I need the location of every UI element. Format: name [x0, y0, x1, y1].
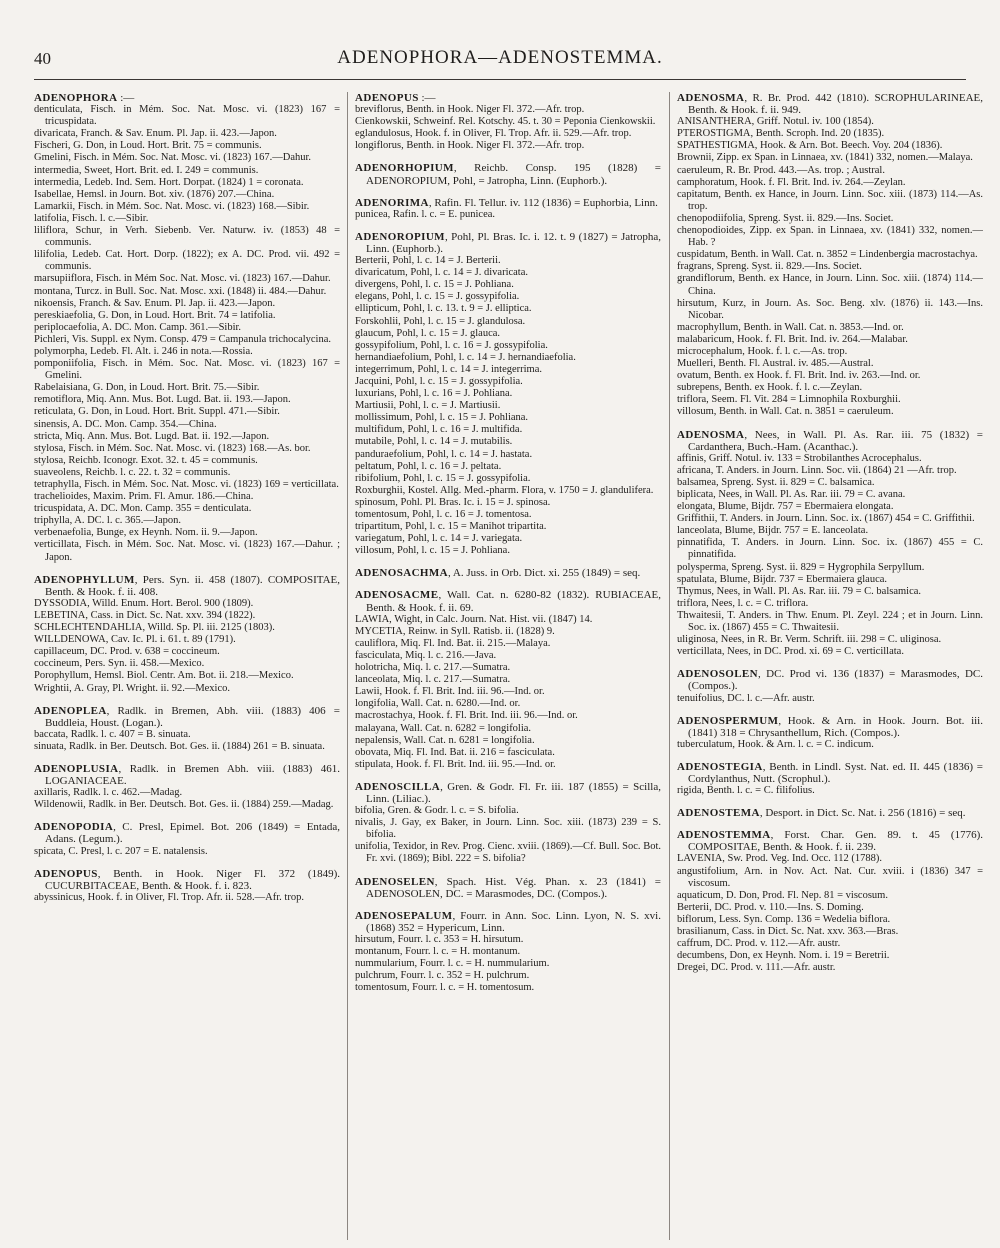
species-entry: Griffithii, T. Anders. in Journ. Linn. Soc. ix. (1867) 454 = C. Griffithii.	[677, 513, 975, 525]
species-entry: camphoratum, Hook. f. Fl. Brit. Ind. iv. 264.—Zeylan.	[677, 176, 906, 188]
genus-name: ADENOPUS	[34, 867, 98, 880]
species-entry: malabaricum, Hook. f. Fl. Brit. Ind. iv. 264.—Malabar.	[677, 333, 908, 345]
header-rule	[34, 79, 966, 80]
species-entry: nepalensis, Wall. Cat. n. 6281 = longifolia.	[355, 734, 535, 746]
genus-section	[355, 92, 661, 152]
species-entry: capitatum, Benth. ex Hance, in Journ. Linn. Soc. xiii. (1873) 114.—As. trop.	[677, 188, 983, 212]
species-entry: Gmelini, Fisch. in Mém. Soc. Nat. Mosc. vi. (1823) 167.—Dahur.	[34, 152, 312, 164]
species-entry: hernandiaefolium, Pohl, l. c. 14 = J. hernandiaefolia.	[355, 351, 576, 363]
species-entry: chenopodioides, Zipp. ex Span. in Linnaea, xv. (1841) 332, nomen.—Hab. ?	[677, 225, 983, 249]
species-entry: triphylla, A. DC. l. c. 365.—Japon.	[34, 515, 181, 527]
running-title: ADENOPHORA—ADENOSTEMMA.	[337, 47, 663, 68]
species-entry: ribifolium, Pohl, l. c. 15 = J. gossypifolia.	[355, 472, 531, 484]
genus-heading: ADENOSTEMA, Desport. in Dict. Sc. Nat. i. 256 (1816) = seq.	[677, 807, 966, 820]
genus-name: ADENOSACHMA	[355, 567, 449, 580]
genus-section	[355, 162, 661, 186]
genus-heading: ADENOPHYLLUM, Pers. Syn. ii. 458 (1807). COMPOSITAE, Benth. & Hook. f. ii. 408.	[34, 573, 340, 598]
species-entry: ellipticum, Pohl, l. c. 13. t. 9 = J. elliptica.	[355, 303, 532, 315]
genus-name: ADENOSTEGIA	[677, 760, 763, 773]
genus-name: ADENOSELEN	[355, 875, 435, 888]
species-entry: reticulata, G. Don, in Loud. Hort. Brit. Suppl. 471.—Sibir.	[34, 406, 280, 418]
species-entry: denticulata, Fisch. in Mém. Soc. Nat. Mosc. vi. (1823) 167 = tricuspidata.	[34, 104, 340, 128]
genus-heading: ADENOSCILLA, Gren. & Godr. Fl. Fr. iii. 187 (1855) = Scilla, Linn. (Liliac.).	[355, 780, 661, 805]
genus-name: ADENOPHORA	[34, 92, 118, 104]
species-entry: biplicata, Nees, in Wall. Pl. As. Rar. iii. 79 = C. avana.	[677, 489, 906, 500]
species-entry: stipulata, Hook. f. Fl. Brit. Ind. iii. 95.—Ind. or.	[355, 758, 556, 770]
species-entry: SPATHESTIGMA, Hook. & Arn. Bot. Beech. Voy. 204 (1836).	[677, 140, 943, 152]
species-entry: SCHLECHTENDAHLIA, Willd. Sp. Pl. iii. 2125 (1803).	[34, 622, 275, 634]
genus-heading: ADENOSMA, R. Br. Prod. 442 (1810). SCROPHULARINEAE, Benth. & Hook. f. ii. 949.	[677, 92, 983, 117]
species-entry: nummularium, Fourr. l. c. = H. nummularium.	[355, 958, 550, 970]
species-entry: chenopodiifolia, Spreng. Syst. ii. 829.—Ins. Societ.	[677, 212, 894, 224]
genus-heading: ADENOSOLEN, DC. Prod vi. 136 (1837) = Marasmodes, DC. (Compos.).	[677, 668, 983, 693]
species-entry: caffrum, DC. Prod. v. 112.—Afr. austr.	[677, 938, 841, 950]
species-entry: verbenaefolia, Bunge, ex Heynh. Nom. ii. 9.—Japon.	[34, 527, 258, 539]
species-entry: villosum, Benth. in Wall. Cat. n. 3851 = caeruleum.	[677, 406, 894, 418]
species-entry: pomponiifolia, Fisch. in Mém. Soc. Nat. Mosc. vi. (1823) 167 = Gmelini.	[34, 358, 340, 382]
genus-name: ADENOSTEMMA	[677, 829, 771, 842]
species-entry: LAWIA, Wight, in Calc. Journ. Nat. Hist. vii. (1847) 14.	[355, 613, 593, 625]
species-entry: subrepens, Benth. ex Hook. f. l. c.—Zeylan.	[677, 382, 863, 394]
species-entry: tenuifolius, DC. l. c.—Afr. austr.	[677, 692, 815, 704]
genus-heading: ADENOSACHMA, A. Juss. in Orb. Dict. xi. 255 (1849) = seq.	[355, 567, 641, 580]
genus-section	[677, 92, 983, 419]
genus-heading: ADENOSELEN, Spach. Hist. Vég. Phan. x. 23 (1841) = ADENOSOLEN, DC. = Marasmodes, DC. (Compos.).	[355, 875, 661, 900]
species-entry: capillaceum, DC. Prod. v. 638 = coccineum.	[34, 646, 220, 658]
species-entry: grandiflorum, Benth. ex Hance, in Journ. Linn. Soc. xiii. (1874) 114.—China.	[677, 273, 983, 297]
species-entry: lanceolata, Blume, Bijdr. 757 = E. lanceolata.	[677, 525, 869, 537]
species-entry: rigida, Benth. l. c. = C. filifolius.	[677, 785, 815, 797]
genus-section	[355, 589, 661, 770]
species-entry: polymorpha, Ledeb. Fl. Alt. i. 246 in nota.—Rossia.	[34, 345, 253, 357]
text-columns	[34, 92, 983, 1240]
species-entry: mutabile, Pohl, l. c. 14 = J. mutabilis.	[355, 436, 513, 448]
species-entry: angustifolium, Arn. in Nov. Act. Nat. Cur. xviii. i (1836) 347 = viscosum.	[677, 865, 983, 889]
species-entry: stylosa, Reichb. Iconogr. Exot. 32. t. 45 = communis.	[34, 454, 258, 466]
species-entry: PTEROSTIGMA, Benth. Scroph. Ind. 20 (1835).	[677, 128, 885, 140]
species-entry: tuberculatum, Hook. & Arn. l. c. = C. indicum.	[677, 738, 874, 750]
species-entry: trachelioides, Maxim. Prim. Fl. Amur. 186.—China.	[34, 491, 254, 503]
genus-name: ADENOSMA	[677, 428, 745, 441]
genus-name: ADENOSTEMA	[677, 807, 760, 820]
species-entry: breviflorus, Benth. in Hook. Niger Fl. 372.—Afr. trop.	[355, 104, 585, 116]
species-entry: tricuspidata, A. DC. Mon. Camp. 355 = denticulata.	[34, 503, 252, 515]
genus-section	[677, 668, 983, 704]
species-entry: LAVENIA, Sw. Prod. Veg. Ind. Occ. 112 (1788).	[677, 853, 883, 865]
species-entry: Roxburghii, Kostel. Allg. Med.-pharm. Flora, v. 1750 = J. glandulifera.	[355, 484, 654, 496]
species-entry: africana, T. Anders. in Journ. Linn. Soc. vii. (1864) 21 —Afr. trop.	[677, 464, 957, 476]
species-entry: Rabelaisiana, G. Don, in Loud. Hort. Brit. 75.—Sibir.	[34, 382, 260, 394]
column-3	[677, 92, 983, 1240]
species-entry: cauliflora, Miq. Fl. Ind. Bat. ii. 215.—Malaya.	[355, 637, 551, 649]
species-entry: panduraefolium, Pohl, l. c. 14 = J. hastata.	[355, 448, 533, 460]
species-entry: fasciculata, Miq. l. c. 216.—Java.	[355, 649, 497, 661]
species-entry: DYSSODIA, Willd. Enum. Hort. Berol. 900 (1809).	[34, 597, 254, 609]
species-entry: pereskiaefolia, G. Don, in Loud. Hort. Brit. 74 = latifolia.	[34, 309, 276, 321]
species-entry: bifolia, Gren. & Godr. l. c. = S. bifolia.	[355, 805, 519, 817]
genus-name: ADENOSPERMUM	[677, 714, 779, 727]
species-entry: pulchrum, Fourr. l. c. 352 = H. pulchrum.	[355, 970, 530, 982]
species-entry: WILLDENOWA, Cav. Ic. Pl. i. 61. t. 89 (1791).	[34, 634, 236, 646]
species-entry: elegans, Pohl, l. c. 15 = J. gossypifolia.	[355, 291, 520, 303]
species-entry: divergens, Pohl, l. c. 15 = J. Pohliana.	[355, 279, 514, 291]
genus-heading: ADENOSTEMMA, Forst. Char. Gen. 89. t. 45 (1776). COMPOSITAE, Benth. & Hook. f. ii. 239.	[677, 829, 983, 854]
species-entry: intermedia, Ledeb. Ind. Sem. Hort. Dorpat. (1824) 1 = coronata.	[34, 176, 304, 188]
species-entry: variegatum, Pohl, l. c. 14 = J. variegata.	[355, 533, 523, 545]
species-entry: stylosa, Fisch. in Mém. Soc. Nat. Mosc. vi. (1823) 168.—As. bor.	[34, 442, 311, 454]
genus-name: ADENOSACME	[355, 589, 439, 602]
species-entry: Berterii, Pohl, l. c. 14 = J. Berterii.	[355, 255, 501, 267]
species-entry: divaricatum, Pohl, l. c. 14 = J. divaricata.	[355, 267, 529, 279]
genus-section	[355, 567, 661, 579]
species-entry: spinosum, Pohl. Pl. Bras. Ic. i. 15 = J. spinosa.	[355, 496, 551, 508]
species-entry: eglandulosus, Hook. f. in Oliver, Fl. Trop. Afr. ii. 529.—Afr. trop.	[355, 128, 632, 140]
species-entry: fragrans, Spreng. Syst. ii. 829.—Ins. Societ.	[677, 261, 862, 273]
species-entry: holotricha, Miq. l. c. 217.—Sumatra.	[355, 662, 511, 674]
genus-heading: ADENOSTEGIA, Benth. in Lindl. Syst. Nat. ed. II. 445 (1836) = Cordylanthus, Nutt. (Scrophul.).	[677, 760, 983, 785]
species-entry: Fischeri, G. Don, in Loud. Hort. Brit. 75 = communis.	[34, 140, 262, 152]
species-entry: longiflorus, Benth. in Hook. Niger Fl. 372.—Afr. trop.	[355, 140, 585, 152]
species-entry: polysperma, Spreng. Syst. ii. 829 = Hygrophila Serpyllum.	[677, 561, 925, 573]
species-entry: multifidum, Pohl, l. c. 16 = J. multifida.	[355, 424, 523, 436]
genus-name: ADENORHOPIUM	[355, 162, 454, 175]
genus-section	[677, 761, 983, 797]
species-entry: triflora, Nees, l. c. = C. triflora.	[677, 597, 809, 609]
genus-section	[34, 574, 340, 695]
genus-name: ADENOPODIA	[34, 821, 114, 834]
species-entry: marsupiiflora, Fisch. in Mém Soc. Nat. Mosc. vi. (1823) 167.—Dahur.	[34, 273, 331, 285]
species-entry: periplocaefolia, A. DC. Mon. Camp. 361.—Sibir.	[34, 321, 242, 333]
species-entry: nivalis, J. Gay, ex Baker, in Journ. Linn. Soc. xiii. (1873) 239 = S. bifolia.	[355, 817, 661, 841]
genus-section	[355, 910, 661, 995]
species-entry: uliginosa, Nees, in R. Br. Verm. Schrift. iii. 298 = C. uliginosa.	[677, 634, 942, 646]
species-entry: intermedia, Sweet, Hort. Brit. ed. I. 249 = communis.	[34, 164, 259, 176]
species-entry: Muelleri, Benth. Fl. Austral. iv. 485.—Austral.	[677, 358, 874, 370]
species-entry: balsamea, Spreng. Syst. ii. 829 = C. balsamica.	[677, 476, 875, 488]
genus-name: ADENORIMA	[355, 196, 429, 209]
species-entry: tomentosum, Fourr. l. c. = H. tomentosum.	[355, 982, 535, 994]
genus-heading: ADENOPODIA, C. Presl, Epimel. Bot. 206 (1849) = Entada, Adans. (Legum.).	[34, 821, 340, 846]
genus-section	[677, 715, 983, 751]
species-entry: peltatum, Pohl, l. c. 16 = J. peltata.	[355, 460, 502, 472]
genus-section	[677, 829, 983, 974]
species-entry: caeruleum, R. Br. Prod. 443.—As. trop. ; Austral.	[677, 164, 885, 176]
species-entry: hirsutum, Fourr. l. c. 353 = H. hirsutum.	[355, 933, 524, 945]
species-entry: MYCETIA, Reinw. in Syll. Ratisb. ii. (1828) 9.	[355, 625, 555, 637]
genus-section	[355, 197, 661, 221]
genus-section	[355, 781, 661, 866]
genus-section	[355, 231, 661, 558]
species-entry: divaricata, Franch. & Sav. Enum. Pl. Jap. ii. 423.—Japon.	[34, 128, 277, 140]
species-entry: elongata, Blume, Bijdr. 757 = Ebermaiera elongata.	[677, 501, 894, 513]
species-entry: brasilianum, Cass. in Dict. Sc. Nat. xxv. 363.—Bras.	[677, 926, 899, 937]
species-entry: latifolia, Fisch. l. c.—Sibir.	[34, 212, 149, 224]
species-entry: Porophyllum, Hemsl. Biol. Centr. Am. Bot. ii. 218.—Mexico.	[34, 670, 294, 682]
genus-heading: ADENOPLEA, Radlk. in Bremen, Abh. viii. (1883) 406 = Buddleia, Houst. (Logan.).	[34, 704, 340, 729]
species-entry: gossypifolium, Pohl, l. c. 16 = J. gossypifolia.	[355, 339, 548, 351]
genus-heading: ADENOPUS, Benth. in Hook. Niger Fl. 372 (1849). CUCURBITACEAE, Benth. & Hook. f. i. 823.	[34, 867, 340, 892]
genus-heading: ADENOSMA, Nees, in Wall. Pl. As. Rar. iii. 75 (1832) = Cardanthera, Buch.-Ham. (Acanthac.).	[677, 428, 983, 453]
column-divider	[347, 92, 348, 1240]
species-entry: ovatum, Benth. ex Hook. f. Fl. Brit. Ind. iv. 263.—Ind. or.	[677, 370, 921, 382]
species-entry: Wildenowii, Radlk. in Ber. Deutsch. Bot. Ges. ii. (1884) 259.—Madag.	[34, 799, 334, 811]
species-entry: montana, Turcz. in Bull. Soc. Nat. Mosc. xxi. (1848) ii. 484.—Dahur.	[34, 285, 327, 297]
species-entry: Cienkowskii, Schweinf. Rel. Kotschy. 45. t. 30 = Peponia Cienkowskii.	[355, 116, 656, 128]
species-entry: Lamarkii, Fisch. in Mém. Soc. Nat. Mosc. vi. (1823) 168.—Sibir.	[34, 200, 310, 212]
species-entry: Wrightii, A. Gray, Pl. Wright. ii. 92.—Mexico.	[34, 682, 231, 694]
species-entry: tetraphylla, Fisch. in Mém. Soc. Nat. Mosc. vi. (1823) 169 = verticillata.	[34, 479, 339, 490]
species-entry: obovata, Miq. Fl. Ind. Bat. ii. 216 = fasciculata.	[355, 746, 555, 758]
genus-name: ADENOSCILLA	[355, 780, 441, 793]
species-entry: villosum, Pohl, l. c. 15 = J. Pohliana.	[355, 545, 510, 557]
genus-section	[677, 429, 983, 659]
species-entry: remotiflora, Miq. Ann. Mus. Bot. Lugd. Bat. ii. 193.—Japon.	[34, 394, 291, 406]
species-entry: Martiusii, Pohl, l. c. = J. Martiusii.	[355, 400, 501, 412]
species-entry: nikoensis, Franch. & Sav. Enum. Pl. Jap. ii. 423.—Japon.	[34, 297, 276, 309]
genus-section	[34, 821, 340, 857]
genus-section	[34, 92, 340, 564]
species-entry: cuspidatum, Benth. in Wall. Cat. n. 3852 = Lindenbergia macrostachya.	[677, 249, 978, 261]
species-entry: triflora, Seem. Fl. Vit. 284 = Limnophila Roxburghii.	[677, 394, 901, 406]
genus-name: ADENOROPIUM	[355, 230, 445, 243]
species-entry: Thymus, Nees, in Wall. Pl. As. Rar. iii. 79 = C. balsamica.	[677, 585, 922, 597]
genus-section	[355, 876, 661, 900]
species-entry: macrostachya, Hook. f. Fl. Brit. Ind. iii. 96.—Ind. or.	[355, 710, 578, 722]
genus-name: ADENOSEPALUM	[355, 909, 453, 922]
genus-heading: ADENORIMA, Rafin. Fl. Tellur. iv. 112 (1836) = Euphorbia, Linn.	[355, 196, 658, 209]
species-entry: suaveolens, Reichb. l. c. 22. t. 32 = communis.	[34, 466, 231, 478]
species-entry: malayana, Wall. Cat. n. 6282 = longifolia.	[355, 722, 532, 734]
genus-heading: ADENOSPERMUM, Hook. & Arn. in Hook. Journ. Bot. iii. (1841) 318 = Chrysanthellum, Rich. (Compos.).	[677, 714, 983, 739]
genus-heading: ADENOSACME, Wall. Cat. n. 6280-82 (1832). RUBIACEAE, Benth. & Hook. f. ii. 69.	[355, 589, 661, 614]
species-entry: coccineum, Pers. Syn. ii. 458.—Mexico.	[34, 658, 205, 670]
genus-name: ADENOPLEA	[34, 704, 107, 717]
species-entry: abyssinicus, Hook. f. in Oliver, Fl. Trop. Afr. ii. 528.—Afr. trop.	[34, 891, 304, 903]
genus-section	[34, 705, 340, 753]
species-entry: Forskohlii, Pohl, l. c. 15 = J. glandulosa.	[355, 315, 526, 327]
genus-section	[34, 868, 340, 904]
species-entry: Pichleri, Vis. Suppl. ex Nym. Consp. 479 = Campanula trichocalycina.	[34, 333, 332, 345]
species-entry: sinuata, Radlk. in Ber. Deutsch. Bot. Ges. ii. (1884) 261 = B. sinuata.	[34, 740, 325, 752]
species-entry: macrophyllum, Benth. in Wall. Cat. n. 3853.—Ind. or.	[677, 321, 904, 333]
genus-name: ADENOPHYLLUM	[34, 573, 135, 586]
species-entry: pinnatifida, T. Anders. in Journ. Linn. Soc. ix. (1867) 455 = C. pinnatifida.	[677, 537, 983, 561]
species-entry: Dregei, DC. Prod. v. 111.—Afr. austr.	[677, 962, 836, 974]
genus-heading: ADENOPUS :—	[355, 92, 436, 104]
species-entry: hirsutum, Kurz, in Journ. As. Soc. Beng. xlv. (1876) ii. 143.—Ins. Nicobar.	[677, 297, 983, 321]
species-entry: Thwaitesii, T. Anders. in Thw. Enum. Pl. Zeyl. 224 ; et in Journ. Linn. Soc. ix. (1867) 455 = C. Thwaitesii.	[677, 609, 983, 634]
species-entry: spicata, C. Presl, l. c. 207 = E. natalensis.	[34, 845, 208, 857]
genus-name: ADENOSMA	[677, 92, 745, 104]
species-entry: unifolia, Texidor, in Rev. Prog. Cienc. xviii. (1869).—Cf. Bull. Soc. Bot. Fr. xvi. (1869); Bibl. 222 = S. bifolia?	[355, 841, 661, 865]
genus-heading: ADENOROPIUM, Pohl, Pl. Bras. Ic. i. 12. t. 9 (1827) = Jatropha, Linn. (Euphorb.).	[355, 230, 661, 255]
genus-heading: ADENOPHORA :—	[34, 92, 135, 104]
column-divider	[669, 92, 670, 1240]
species-entry: integerrimum, Pohl, l. c. 14 = J. integerrima.	[355, 363, 543, 375]
page-number: 40	[34, 49, 51, 68]
species-entry: stricta, Miq. Ann. Mus. Bot. Lugd. Bat. ii. 192.—Japon.	[34, 430, 270, 442]
species-entry: decumbens, Don, ex Heynh. Nom. i. 19 = Beretrii.	[677, 950, 890, 962]
species-entry: punicea, Rafin. l. c. = E. punicea.	[355, 208, 496, 220]
species-entry: Brownii, Zipp. ex Span. in Linnaea, xv. (1841) 332, nomen.—Malaya.	[677, 152, 973, 164]
species-entry: luxurians, Pohl, l. c. 16 = J. Pohliana.	[355, 388, 513, 400]
species-entry: microcephalum, Hook. f. l. c.—As. trop.	[677, 345, 848, 357]
genus-section	[677, 807, 983, 819]
species-entry: Lawii, Hook. f. Fl. Brit. Ind. iii. 96.—Ind. or.	[355, 686, 545, 698]
genus-name: ADENOSOLEN	[677, 668, 759, 681]
species-entry: Isabellae, Hemsl. in Journ. Bot. xiv. (1876) 207.—China.	[34, 188, 275, 200]
species-entry: biflorum, Less. Syn. Comp. 136 = Wedelia biflora.	[677, 913, 891, 925]
species-entry: montanum, Fourr. l. c. = H. montanum.	[355, 946, 521, 957]
species-entry: lilifolia, Ledeb. Cat. Hort. Dorp. (1822); ex A. DC. Prod. vii. 492 = communis.	[34, 249, 340, 273]
species-entry: sinensis, A. DC. Mon. Camp. 354.—China.	[34, 418, 217, 430]
genus-heading: ADENOSEPALUM, Fourr. in Ann. Soc. Linn. Lyon, N. S. xvi. (1868) 352 = Hypericum, Linn.	[355, 909, 661, 934]
species-entry: LEBETINA, Cass. in Dict. Sc. Nat. xxv. 394 (1822).	[34, 609, 256, 621]
species-entry: glaucum, Pohl, l. c. 15 = J. glauca.	[355, 327, 501, 339]
species-entry: aquaticum, D. Don, Prod. Fl. Nep. 81 = viscosum.	[677, 889, 888, 901]
species-entry: verticillata, Fisch. in Mém. Soc. Nat. Mosc. vi. (1823) 167.—Dahur. ; Japon.	[34, 539, 340, 563]
species-entry: tripartitum, Pohl, l. c. 15 = Manihot tripartita.	[355, 521, 547, 533]
species-entry: tomentosum, Pohl, l. c. 16 = J. tomentosa.	[355, 509, 532, 520]
species-entry: spatulata, Blume, Bijdr. 737 = Ebermaiera glauca.	[677, 573, 888, 585]
species-entry: axillaris, Radlk. l. c. 462.—Madag.	[34, 787, 183, 799]
species-entry: baccata, Radlk. l. c. 407 = B. sinuata.	[34, 728, 191, 740]
species-entry: lanceolata, Miq. l. c. 217.—Sumatra.	[355, 674, 511, 686]
species-entry: ANISANTHERA, Griff. Notul. iv. 100 (1854).	[677, 116, 874, 128]
species-entry: affinis, Griff. Notul. iv. 133 = Strobilanthes Acrocephalus.	[677, 452, 922, 464]
species-entry: liliflora, Schur, in Verh. Siebenb. Ver. Naturw. iv. (1853) 48 = communis.	[34, 225, 340, 249]
column-1	[34, 92, 340, 1240]
genus-heading: ADENORHOPIUM, Reichb. Consp. 195 (1828) = ADENOROPIUM, Pohl, = Jatropha, Linn. (Euphorb.).	[355, 162, 661, 187]
genus-name: ADENOPLUSIA	[34, 762, 119, 775]
genus-name: ADENOPUS	[355, 92, 419, 104]
species-entry: mollissimum, Pohl, l. c. 15 = J. Pohliana.	[355, 412, 529, 424]
species-entry: Berterii, DC. Prod. v. 110.—Ins. S. Doming.	[677, 901, 864, 913]
species-entry: Jacquini, Pohl, l. c. 15 = J. gossypifolia.	[355, 375, 523, 387]
genus-section	[34, 763, 340, 811]
species-entry: verticillata, Nees, in DC. Prod. xi. 69 = C. verticillata.	[677, 646, 904, 658]
species-entry: longifolia, Wall. Cat. n. 6280.—Ind. or.	[355, 698, 521, 710]
genus-heading: ADENOPLUSIA, Radlk. in Bremen Abh. viii. (1883) 461. LOGANIACEAE.	[34, 762, 340, 788]
column-2	[355, 92, 661, 1240]
